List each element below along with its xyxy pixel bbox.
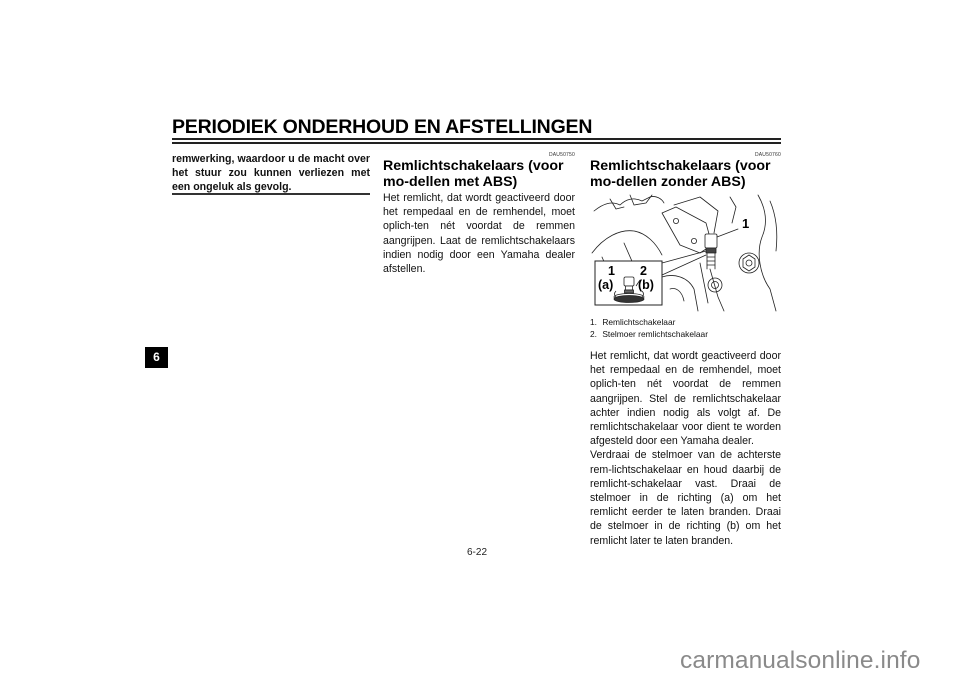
title-rule-top	[172, 138, 781, 140]
caption-item	[590, 316, 781, 328]
section-abs	[383, 152, 575, 276]
callout-1: 1	[742, 216, 750, 231]
section-body-paragraph: Verdraai de stelmoer van de achterste rem-lichtschakelaar en houd daarbij de remlicht-schakelaar vast. Draai de stelmoer in de richting (a) om het remlicht eerder te laten branden. Draai de stelmoer in de richting (b) om het remlicht later te laten branden.	[590, 449, 781, 547]
page-number: 6-22	[467, 547, 488, 558]
chapter-tab: 6	[145, 347, 168, 368]
caption-number: 2.	[590, 329, 597, 339]
watermark: carmanualsonline.info	[680, 647, 921, 674]
brake-light-switch-illustration	[590, 193, 781, 313]
inset-callout-2: 2	[640, 264, 647, 278]
section-code: DAU50750	[548, 152, 575, 158]
page-title: PERIODIEK ONDERHOUD EN AFSTELLINGEN	[172, 116, 593, 138]
section-code: DAU50760	[754, 152, 781, 158]
warning-end-rule	[172, 193, 370, 195]
illustration-drawing	[590, 193, 781, 313]
caption-number: 1.	[590, 317, 597, 327]
figure-captions	[590, 316, 781, 340]
section-body: Het remlicht, dat wordt geactiveerd door het rempedaal en de remhendel, moet oplich-ten nét voordat de remmen aangrijpen. Laat de remlichtschakelaars indien nodig door een Yamaha dealer afstellen.	[383, 192, 575, 276]
section-heading: Remlichtschakelaars (voor mo-dellen met ABS)	[383, 158, 564, 190]
caption-text: Stelmoer remlichtschakelaar	[602, 329, 708, 339]
section-body-paragraph: Het remlicht, dat wordt geactiveerd door het rempedaal en de remhendel, moet oplich-ten nét voordat de remmen aangrijpen. Stel de remlichtschakelaar achter indien nodig als volgt af. De remlichtschakelaar voor dient te worden afgesteld door een Yamaha dealer.	[590, 350, 781, 448]
caption-text: Remlichtschakelaar	[602, 317, 676, 327]
caption-item	[590, 328, 781, 340]
inset-direction-a: (a)	[598, 278, 614, 292]
title-rule-bottom	[172, 142, 781, 144]
section-non-abs	[590, 152, 781, 548]
warning-tail-text: remwerking, waardoor u de macht over het stuur zou kunnen verliezen met een ongeluk als gevolg.	[172, 153, 370, 194]
inset-direction-b: (b)	[638, 278, 654, 292]
inset-callout-1: 1	[608, 264, 615, 278]
section-heading: Remlichtschakelaars (voor mo-dellen zonder ABS)	[590, 158, 771, 190]
